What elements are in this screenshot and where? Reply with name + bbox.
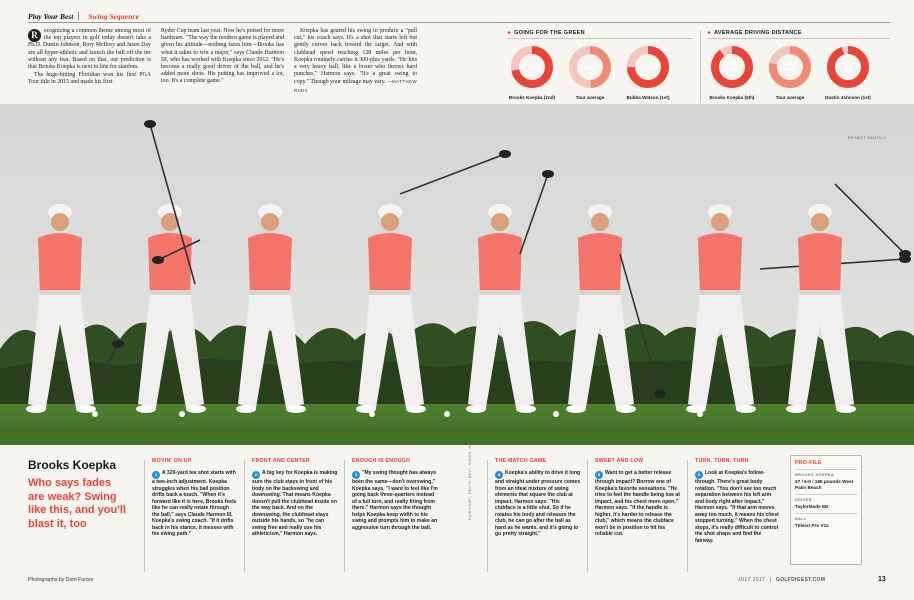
green-donut-chart [626, 45, 670, 89]
profile-value: Titleist Pro V1x [795, 523, 829, 528]
byline: —MATTHEW RUDY [294, 79, 417, 93]
column-rule [144, 460, 145, 572]
svg-text:49.3%: 49.3% [582, 64, 598, 71]
golf-ball [369, 411, 375, 417]
drive-donut-label: Tour average [775, 95, 805, 100]
green-stat-title: ▸ GOING FOR THE GREEN [508, 30, 585, 36]
column-rule [687, 460, 688, 572]
stat-rule [508, 38, 692, 39]
page-number: 13 [878, 576, 886, 583]
footer-issue: JULY 2017 | GOLFDIGEST.COM [738, 577, 826, 583]
header-rule [28, 22, 890, 23]
column-rule [487, 460, 488, 572]
swing-photo-image [0, 104, 914, 445]
article-column-3 [294, 28, 417, 96]
column-rule [587, 460, 588, 572]
step-number-icon: 3 [352, 471, 360, 479]
svg-text:74.7%: 74.7% [640, 64, 656, 71]
tip-text: 2 A big key for Koepka is making sure the club stays in front of his body on the backswing and downswing. That means Koepka doesn't pull the clubhead inside on the way back. And on the downswing, the clubhead stays outside his hands, so "he can swing free and really use his athleticism," Harmon says. [252, 470, 338, 537]
profile-value: 27 / 6-0 / 185 pounds West Palm Beach [795, 479, 854, 490]
divider [795, 494, 857, 495]
tip-text: 6 Look at Koepka's follow-through. There's great body rotation. "You don't see too much separation between his left arm and body right after impact," Harmon says. "If that arm moves away too much, it means his chest stopped turning." When the chest stops, it's really difficult to control the shot shape and find the fairway. [695, 470, 779, 544]
column-rule [344, 460, 345, 572]
step-number-icon: 1 [152, 471, 160, 479]
drop-cap: R [28, 29, 41, 42]
headline: Who says fades are weak? Swing like this, and you'll blast it, too [28, 477, 126, 530]
tip-text: 5 Want to get a better release through impact? Borrow one of Koepka's favorite sensations. "He tries to feel the handle being low at impact, and his chest more open," Harmon says. "If the handle is higher, it's harder to release the club," which means the clubface won't be in position to hit his reliable cut. [595, 470, 680, 537]
tip-title: TURN, TURN, TURN [695, 458, 749, 464]
tip-text: 4 Koepka's ability to drive it long and straight under pressure comes from an ideal mixture of swing elements that square the club at impact, Harmon says: "His clubface is a little shut. So if he rotates his body and releases the club, he can go after the ball as hard as he wants, and it's going to go pretty straight." [495, 470, 581, 537]
stat-divider [700, 30, 701, 102]
section-subtitle: Swing Sequence [88, 12, 139, 21]
column-rule [244, 460, 245, 572]
golf-ball [92, 411, 98, 417]
svg-text:71.9%: 71.9% [524, 64, 540, 71]
tip-title: FRONT AND CENTER [252, 458, 310, 464]
tip-text: 3 "My swing thought has always been the same—don't overswing," Koepka says. "I want to feel like I'm going back three-quarters instead of a full turn, and really firing from there." Harmon says the thought helps Koepka keep width to his swing and prompts him to make an aggressive turn through the ball. [352, 470, 438, 531]
drive-donut-chart [826, 45, 870, 89]
profile-label: DRIVER [795, 498, 812, 502]
tip-title: ENOUGH IS ENOUGH [352, 458, 411, 464]
green-donut-chart [568, 45, 612, 89]
golf-ball [444, 411, 450, 417]
profile-title: PRO-FILE [795, 460, 822, 466]
tip-text: 1 A 320-yard tee shot starts with a two-inch adjustment. Koepka struggles when his ball position drifts back a touch. "When it's forward like it is here, Brooks feels like he can really rotate through the ball," says Claude Harmon III, Koepka's swing coach. "If it drifts back in his stance, it messes with his swing path." [152, 470, 237, 537]
tip-title: THE MATCH GAME [495, 458, 547, 464]
svg-text:289.7YDS: 289.7 YDS [783, 62, 797, 73]
paragraph: ecognizing a common theme among most of the top players in golf today doesn't take a Ph.D. Dustin Johnson, Rory McIlroy and Jason Day are all hyper-athletic and launch the ball off the tee without any fear. Based on that, our prediction is that Brooks Koepka is next in line for stardom. [28, 28, 151, 71]
golf-ball [697, 411, 703, 417]
article-column-1 [28, 28, 151, 88]
stat-rule [708, 38, 890, 39]
paragraph: The huge-hitting Floridian won his first PGA Tour title in 2015 and made his first [28, 72, 151, 86]
profile-label: BALL [795, 517, 807, 521]
paragraph: Ryder Cup team last year. Now he's poised for more hardware. "The way the modern game is played and given his attitude—nothing fazes him—Brooks has what it takes to win a major," says Claude Harmon III, who has worked with Koepka since 2012. "He's become a really good driver of the ball, and he's added more shots. His putting has improved a lot, too. It's a complete game." [161, 28, 284, 85]
golf-ball [179, 411, 185, 417]
drive-donut-chart [710, 45, 754, 89]
club-head [112, 340, 124, 348]
club-head [499, 150, 511, 158]
swing-sequence-photo [0, 104, 914, 445]
svg-text:308.1YDS: 308.1 YDS [725, 62, 739, 73]
step-number-icon: 5 [595, 471, 603, 479]
svg-text:315.2YDS: 315.2 YDS [841, 62, 855, 73]
club-head [899, 250, 911, 258]
profile-value: TaylorMade M2 [795, 504, 829, 509]
golf-ball [553, 411, 559, 417]
section-title: Play Your Best [28, 12, 74, 21]
photo-credit: BRANDT SANTILLI [848, 136, 887, 140]
green-donut-label: Bubba Watson (1st) [626, 95, 670, 100]
tip-title: MOVIN' ON UP [152, 458, 192, 464]
green-donut-chart [510, 45, 554, 89]
drive-donut-label: Dustin Johnson (1st) [825, 95, 871, 100]
green-donut-label: Tour average [575, 95, 605, 100]
divider [795, 513, 857, 514]
step-number-icon: 6 [695, 471, 703, 479]
profile-box [790, 455, 862, 565]
club-head [542, 170, 554, 178]
club-head [144, 120, 156, 128]
club-head [152, 256, 164, 264]
profile-label: BROOKS KOEPKA [795, 473, 835, 477]
drive-donut-chart [768, 45, 812, 89]
step-number-icon: 4 [495, 471, 503, 479]
photo-credit-footer: Photographs by Dom Furore [28, 577, 94, 583]
wardrobe-credit: HAIR/SHIRT, PANTS, BELT, SHOES, HAT [468, 440, 472, 520]
drive-donut-label: Brooks Koepka (5th) [709, 95, 755, 100]
divider [795, 469, 857, 470]
player-name: Brooks Koepka [28, 458, 117, 472]
club-head [654, 390, 666, 398]
paragraph: Koepka has geared his swing to produce a "pull cut," his coach says. It's a shot that starts left but gently curves back toward the target. And with clubhead speed reaching 128 miles per hour, Koepka routinely carries it 300-plus yards. "He hits a very heavy ball, like a boxer who throws hard punches," Harmon says. "It's a great swing to copy." Though your mileage may vary. —MATTHEW RUDY [294, 28, 417, 93]
section-header [28, 12, 139, 21]
article-column-2 [161, 28, 284, 87]
drive-stat-title: ▸ AVERAGE DRIVING DISTANCE [708, 30, 802, 36]
tip-title: SWEET AND LOW [595, 458, 644, 464]
green-donut-label: Brooks Koepka (2nd) [508, 95, 556, 100]
step-number-icon: 2 [252, 471, 260, 479]
